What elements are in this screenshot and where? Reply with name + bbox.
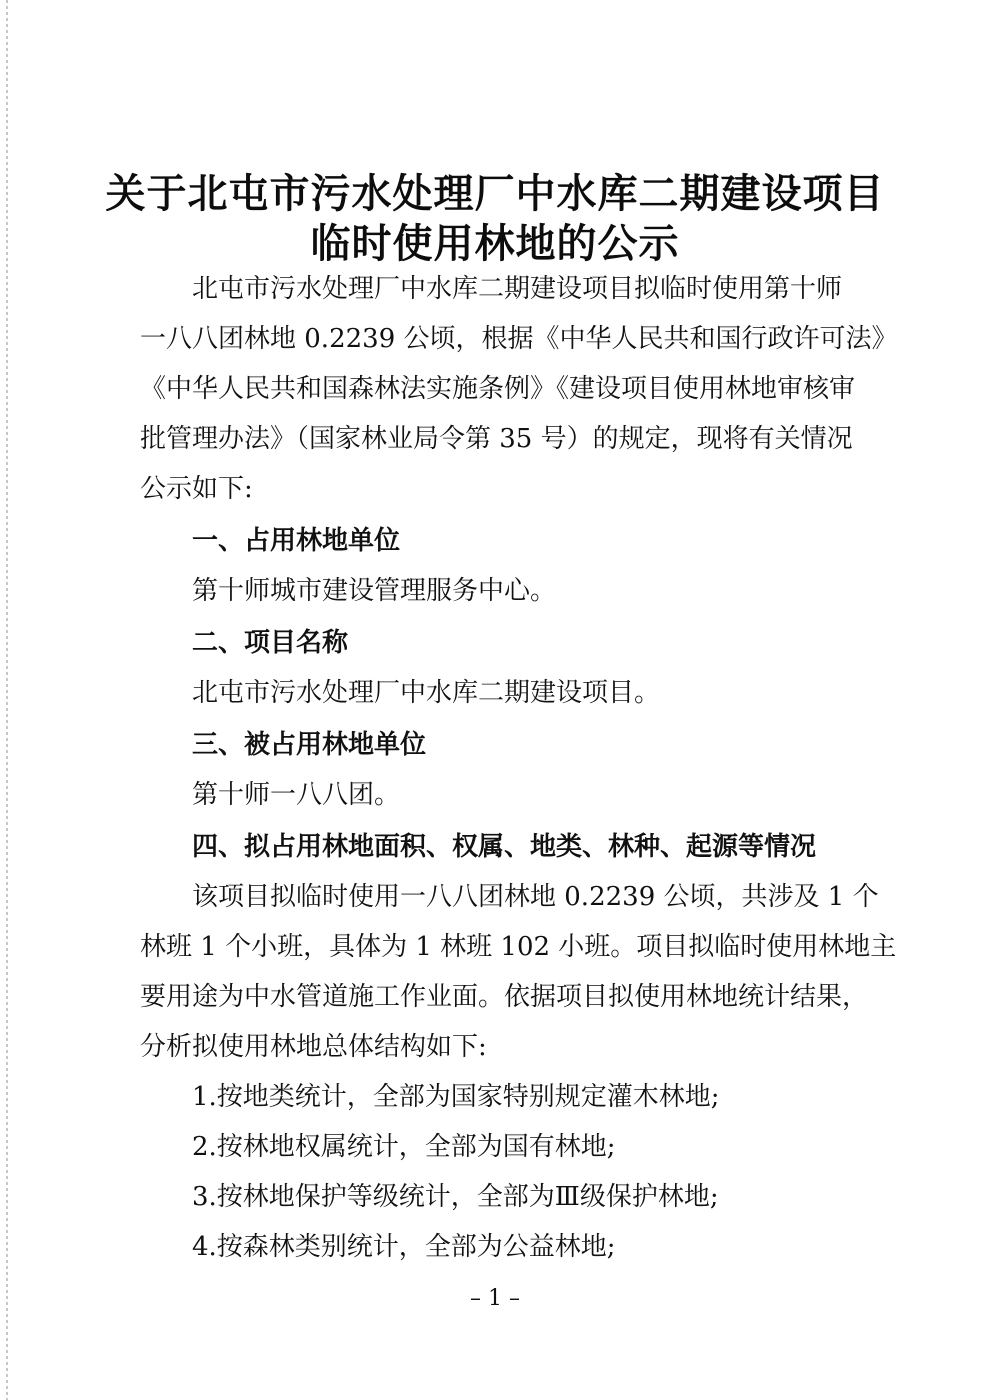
- section-1-heading: 一、占用林地单位: [192, 526, 401, 556]
- stat-item-4: 4.按森林类别统计，全部为公益林地;: [192, 1232, 616, 1262]
- stat-item-3: 3.按林地保护等级统计，全部为Ⅲ级保护林地;: [192, 1182, 719, 1212]
- section-2-heading: 二、项目名称: [192, 628, 349, 658]
- section-3-heading: 三、被占用林地单位: [192, 730, 427, 760]
- stat-item-1: 1.按地类统计，全部为国家特别规定灌木林地;: [192, 1082, 720, 1112]
- intro-line-3: 《中华人民共和国森林法实施条例》《建设项目使用林地审核审: [140, 374, 856, 404]
- section-4-line-2: 林班 1 个小班，具体为 1 林班 102 小班。项目拟临时使用林地主: [140, 932, 897, 962]
- document-title-line-1: 关于北屯市污水处理厂中水库二期建设项目: [105, 171, 885, 217]
- section-4-heading: 四、拟占用林地面积、权属、地类、林种、起源等情况: [192, 832, 817, 862]
- section-4-line-3: 要用途为中水管道施工作业面。依据项目拟使用林地统计结果，: [140, 982, 869, 1012]
- intro-line-2: 一八八团林地 0.2239 公顷，根据《中华人民共和国行政许可法》: [140, 324, 898, 354]
- section-1-text: 第十师城市建设管理服务中心。: [192, 576, 557, 606]
- page-number: – 1 –: [470, 1286, 520, 1311]
- intro-line-4: 批管理办法》（国家林业局令第 35 号）的规定，现将有关情况: [140, 424, 853, 454]
- section-2-text: 北屯市污水处理厂中水库二期建设项目。: [192, 678, 661, 708]
- section-4-line-1: 该项目拟临时使用一八八团林地 0.2239 公顷，共涉及 1 个: [192, 882, 879, 912]
- section-4-line-4: 分析拟使用林地总体结构如下:: [140, 1032, 487, 1062]
- document-title-line-2: 临时使用林地的公示: [310, 221, 680, 267]
- stat-item-2: 2.按林地权属统计，全部为国有林地;: [192, 1132, 616, 1162]
- section-3-text: 第十师一八八团。: [192, 780, 401, 810]
- intro-line-1: 北屯市污水处理厂中水库二期建设项目拟临时使用第十师: [192, 274, 843, 304]
- intro-line-5: 公示如下:: [140, 474, 253, 504]
